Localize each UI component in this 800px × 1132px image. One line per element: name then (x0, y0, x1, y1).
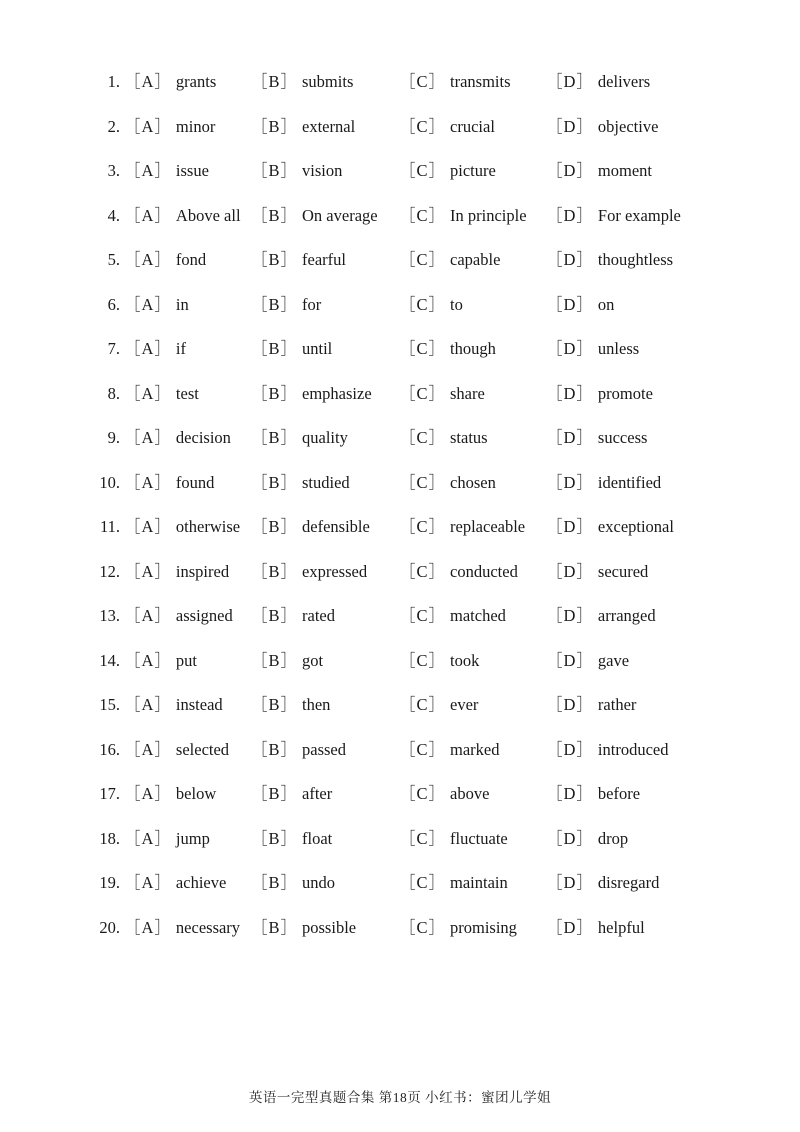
option-text: undo (302, 873, 336, 892)
option-text: got (302, 650, 324, 670)
option-letter: ［D］ (546, 339, 594, 358)
option-c (399, 728, 500, 773)
option-letter: ［D］ (546, 205, 594, 225)
option-letter: ［C］ (399, 784, 447, 803)
option-d (546, 861, 659, 906)
option-text: fearful (302, 250, 346, 269)
option-letter: ［D］ (546, 784, 594, 803)
question-row (0, 639, 800, 684)
option-text: external (302, 116, 356, 136)
option-letter: ［C］ (399, 650, 447, 670)
option-text: On average (302, 205, 378, 225)
option-c (399, 772, 489, 817)
option-a (124, 238, 206, 283)
option-text: below (175, 784, 217, 803)
question-row (0, 416, 800, 461)
option-letter: ［A］ (124, 339, 172, 358)
option-b (251, 283, 321, 328)
option-letter: ［B］ (251, 294, 299, 314)
option-b (251, 861, 335, 906)
option-text: delivers (597, 72, 651, 91)
question-row (0, 194, 800, 239)
option-letter: ［B］ (251, 873, 299, 892)
option-a (124, 372, 199, 417)
question-number: 17. (99, 784, 120, 803)
option-a (124, 416, 231, 461)
option-text: arranged (597, 606, 656, 625)
option-letter: ［A］ (124, 695, 172, 714)
question-row (0, 683, 800, 728)
option-text: before (597, 784, 641, 803)
option-d (546, 772, 640, 817)
option-letter: ［B］ (251, 205, 299, 225)
option-letter: ［C］ (399, 72, 447, 91)
question-row (0, 461, 800, 506)
option-text: assigned (175, 606, 233, 625)
option-text: minor (175, 116, 216, 136)
option-text: test (175, 383, 199, 403)
option-text: rather (597, 695, 637, 714)
option-text: possible (302, 917, 357, 937)
option-letter: ［B］ (251, 383, 299, 403)
option-b (251, 639, 323, 684)
option-letter: ［D］ (546, 873, 594, 892)
option-a (124, 283, 189, 328)
option-letter: ［C］ (399, 606, 447, 625)
option-letter: ［B］ (251, 917, 299, 937)
option-letter: ［A］ (124, 739, 172, 759)
option-a (124, 149, 209, 194)
question-number: 11. (99, 517, 120, 536)
option-b (251, 683, 330, 728)
option-text: vision (302, 161, 343, 180)
option-text: fluctuate (450, 828, 508, 848)
option-letter: ［C］ (399, 472, 447, 492)
option-letter: ［D］ (546, 250, 594, 269)
option-text: found (175, 472, 215, 492)
option-letter: ［A］ (124, 784, 172, 803)
option-letter: ［D］ (546, 472, 594, 492)
option-b (251, 149, 342, 194)
option-c (399, 105, 495, 150)
option-text: passed (302, 739, 347, 759)
question-row (0, 728, 800, 773)
page-footer: 英语一完型真题合集 第18页 小红书：蜜团儿学姐 (248, 1090, 552, 1105)
option-text: expressed (302, 561, 368, 581)
option-letter: ［A］ (124, 472, 172, 492)
option-text: replaceable (450, 517, 526, 536)
option-text: conducted (450, 561, 518, 581)
option-letter: ［B］ (251, 828, 299, 848)
option-d (546, 639, 629, 684)
option-d (546, 461, 661, 506)
question-number: 18. (99, 828, 120, 848)
option-letter: ［D］ (546, 695, 594, 714)
option-b (251, 372, 372, 417)
option-c (399, 283, 463, 328)
option-letter: ［A］ (124, 383, 172, 403)
option-text: status (450, 428, 488, 447)
option-c (399, 149, 496, 194)
question-row (0, 238, 800, 283)
question-row (0, 817, 800, 862)
option-letter: ［A］ (124, 917, 172, 937)
option-c (399, 372, 485, 417)
option-text: For example (597, 205, 681, 225)
option-text: success (597, 428, 648, 447)
option-letter: ［B］ (251, 428, 299, 447)
option-c (399, 817, 508, 862)
option-letter: ［C］ (399, 116, 447, 136)
option-text: moment (597, 161, 652, 180)
option-text: transmits (450, 72, 511, 91)
option-letter: ［C］ (399, 383, 447, 403)
option-text: otherwise (175, 517, 241, 536)
option-letter: ［A］ (124, 161, 172, 180)
option-text: inspired (175, 561, 230, 581)
option-text: after (302, 784, 333, 803)
question-number: 20. (99, 917, 120, 937)
option-text: to (450, 294, 463, 314)
option-text: Above all (175, 205, 241, 225)
option-c (399, 505, 525, 550)
option-letter: ［C］ (399, 739, 447, 759)
question-number: 19. (99, 873, 120, 892)
option-a (124, 906, 240, 951)
option-letter: ［A］ (124, 250, 172, 269)
option-text: submits (302, 72, 354, 91)
option-text: for (302, 294, 322, 314)
option-b (251, 772, 332, 817)
option-letter: ［A］ (124, 561, 172, 581)
option-text: defensible (302, 517, 370, 536)
option-a (124, 772, 216, 817)
option-letter: ［D］ (546, 383, 594, 403)
option-text: quality (302, 428, 348, 447)
option-c (399, 639, 479, 684)
option-letter: ［C］ (399, 873, 447, 892)
option-letter: ［C］ (399, 294, 447, 314)
option-d (546, 906, 645, 951)
option-text: instead (175, 695, 223, 714)
option-letter: ［A］ (124, 205, 172, 225)
option-c (399, 594, 506, 639)
option-letter: ［C］ (399, 161, 447, 180)
option-letter: ［B］ (251, 739, 299, 759)
option-text: chosen (450, 472, 496, 492)
option-text: took (450, 650, 480, 670)
option-letter: ［D］ (546, 606, 594, 625)
question-number: 15. (99, 695, 120, 714)
option-d (546, 105, 658, 150)
option-text: above (450, 784, 490, 803)
option-d (546, 505, 674, 550)
option-c (399, 194, 527, 239)
option-a (124, 817, 210, 862)
question-row (0, 283, 800, 328)
option-c (399, 327, 496, 372)
option-b (251, 105, 355, 150)
option-letter: ［C］ (399, 561, 447, 581)
option-letter: ［A］ (124, 116, 172, 136)
option-text: if (175, 339, 187, 358)
question-row (0, 772, 800, 817)
option-text: matched (450, 606, 506, 625)
option-letter: ［A］ (124, 828, 172, 848)
option-a (124, 639, 197, 684)
option-text: rated (302, 606, 335, 625)
question-row (0, 105, 800, 150)
option-letter: ［B］ (251, 650, 299, 670)
question-number: 4. (107, 205, 120, 225)
option-a (124, 461, 214, 506)
option-letter: ［A］ (124, 650, 172, 670)
option-letter: ［C］ (399, 205, 447, 225)
option-text: until (302, 339, 333, 358)
option-letter: ［C］ (399, 339, 447, 358)
option-letter: ［C］ (399, 695, 447, 714)
question-row (0, 550, 800, 595)
question-number: 9. (107, 428, 120, 447)
option-letter: ［C］ (399, 828, 447, 848)
option-d (546, 149, 652, 194)
option-text: in (175, 294, 189, 314)
option-b (251, 505, 370, 550)
option-c (399, 238, 500, 283)
option-letter: ［B］ (251, 72, 299, 91)
option-c (399, 861, 508, 906)
option-text: unless (597, 339, 640, 358)
question-row (0, 594, 800, 639)
option-d (546, 283, 614, 328)
question-row (0, 327, 800, 372)
option-text: capable (450, 250, 501, 269)
option-c (399, 906, 517, 951)
option-b (251, 817, 332, 862)
option-text: fond (175, 250, 207, 269)
option-letter: ［B］ (251, 517, 299, 536)
option-letter: ［D］ (546, 517, 594, 536)
question-row (0, 906, 800, 951)
question-list (0, 60, 800, 950)
question-number: 14. (99, 650, 120, 670)
option-a (124, 728, 229, 773)
option-b (251, 416, 348, 461)
option-b (251, 550, 367, 595)
option-text: thoughtless (597, 250, 674, 269)
option-text: objective (597, 116, 659, 136)
question-number: 1. (107, 72, 120, 91)
option-letter: ［D］ (546, 294, 594, 314)
option-c (399, 683, 478, 728)
option-letter: ［B］ (251, 606, 299, 625)
option-text: studied (302, 472, 350, 492)
option-letter: ［A］ (124, 873, 172, 892)
option-letter: ［C］ (399, 517, 447, 536)
option-letter: ［B］ (251, 561, 299, 581)
question-number: 2. (107, 116, 120, 136)
question-row (0, 149, 800, 194)
option-d (546, 238, 673, 283)
option-text: crucial (450, 116, 495, 136)
option-text: issue (175, 161, 209, 180)
question-number: 16. (99, 739, 120, 759)
option-d (546, 372, 653, 417)
option-letter: ［C］ (399, 428, 447, 447)
option-d (546, 327, 639, 372)
option-text: necessary (175, 917, 241, 937)
option-text: gave (597, 650, 630, 670)
option-letter: ［D］ (546, 828, 594, 848)
option-a (124, 60, 216, 105)
question-number: 3. (107, 161, 120, 180)
option-text: ever (450, 695, 479, 714)
option-letter: ［D］ (546, 917, 594, 937)
option-letter: ［D］ (546, 739, 594, 759)
option-letter: ［C］ (399, 250, 447, 269)
option-b (251, 906, 356, 951)
option-letter: ［C］ (399, 917, 447, 937)
option-d (546, 594, 656, 639)
option-b (251, 194, 378, 239)
option-letter: ［A］ (124, 428, 172, 447)
option-text: grants (175, 72, 217, 91)
option-d (546, 817, 628, 862)
option-a (124, 105, 215, 150)
option-letter: ［A］ (124, 294, 172, 314)
option-text: share (450, 383, 485, 403)
option-a (124, 194, 241, 239)
question-row (0, 60, 800, 105)
option-b (251, 327, 332, 372)
option-letter: ［D］ (546, 161, 594, 180)
option-b (251, 461, 350, 506)
option-a (124, 861, 226, 906)
option-letter: ［A］ (124, 606, 172, 625)
option-b (251, 238, 346, 283)
option-text: introduced (597, 739, 669, 759)
question-row (0, 505, 800, 550)
option-text: promote (597, 383, 653, 403)
option-letter: ［B］ (251, 784, 299, 803)
option-c (399, 60, 511, 105)
question-number: 12. (99, 561, 120, 581)
option-d (546, 728, 668, 773)
option-text: put (175, 650, 198, 670)
option-a (124, 550, 229, 595)
option-text: drop (597, 828, 629, 848)
option-text: secured (597, 561, 649, 581)
option-letter: ［B］ (251, 161, 299, 180)
option-d (546, 416, 647, 461)
option-c (399, 550, 518, 595)
option-text: identified (597, 472, 662, 492)
option-text: picture (450, 161, 496, 180)
question-number: 5. (107, 250, 120, 269)
option-text: In principle (450, 205, 527, 225)
option-letter: ［D］ (546, 428, 594, 447)
option-d (546, 683, 636, 728)
option-letter: ［D］ (546, 72, 594, 91)
option-letter: ［B］ (251, 472, 299, 492)
option-letter: ［A］ (124, 72, 172, 91)
option-b (251, 60, 353, 105)
option-letter: ［B］ (251, 116, 299, 136)
option-text: though (450, 339, 496, 358)
question-row (0, 372, 800, 417)
option-d (546, 60, 650, 105)
option-text: disregard (597, 873, 660, 892)
option-text: promising (450, 917, 517, 937)
question-number: 8. (107, 383, 120, 403)
option-d (546, 550, 648, 595)
option-letter: ［B］ (251, 695, 299, 714)
option-text: on (597, 294, 615, 314)
option-letter: ［A］ (124, 517, 172, 536)
option-letter: ［D］ (546, 561, 594, 581)
question-number: 10. (99, 472, 120, 492)
question-number: 6. (107, 294, 120, 314)
option-d (546, 194, 681, 239)
option-b (251, 594, 335, 639)
question-row (0, 861, 800, 906)
option-a (124, 683, 223, 728)
question-number: 7. (107, 339, 120, 358)
option-letter: ［D］ (546, 650, 594, 670)
option-text: then (302, 695, 331, 714)
option-a (124, 594, 233, 639)
option-letter: ［B］ (251, 339, 299, 358)
option-text: emphasize (302, 383, 372, 403)
option-c (399, 461, 496, 506)
option-c (399, 416, 488, 461)
option-b (251, 728, 346, 773)
option-text: achieve (175, 873, 227, 892)
option-text: maintain (450, 873, 508, 892)
option-text: exceptional (597, 517, 674, 536)
option-a (124, 505, 240, 550)
option-text: selected (175, 739, 230, 759)
option-a (124, 327, 186, 372)
option-text: helpful (597, 917, 645, 937)
option-text: decision (175, 428, 231, 447)
option-letter: ［D］ (546, 116, 594, 136)
question-number: 13. (99, 606, 120, 625)
option-letter: ［B］ (251, 250, 299, 269)
option-text: float (302, 828, 333, 848)
option-text: jump (175, 828, 210, 848)
option-text: marked (450, 739, 500, 759)
